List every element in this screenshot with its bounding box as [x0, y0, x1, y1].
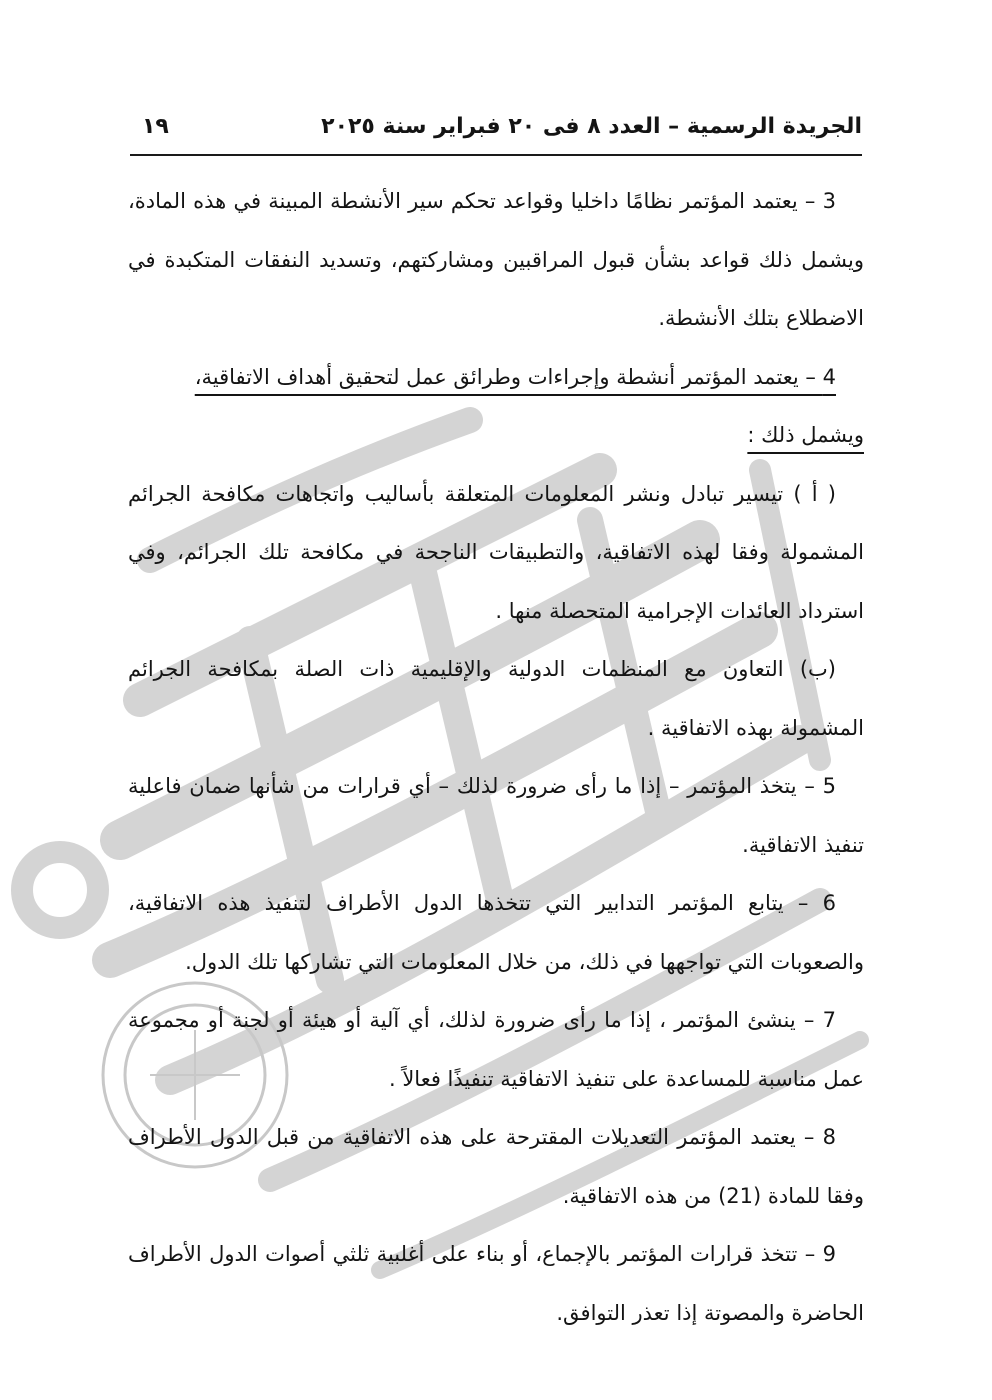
- article-body: [128, 172, 864, 1342]
- clause-8: 8 – يعتمد المؤتمر التعديلات المقترحة على هذه الاتفاقية من قبل الدول الأطراف وفقا للمادة (21) من هذه الاتفاقية.: [128, 1125, 864, 1208]
- clause-4-b: (ب) التعاون مع المنظمات الدولية والإقليمية ذات الصلة بمكافحة الجرائم المشمولة بهذه الاتفاقية .: [128, 657, 864, 740]
- clause-4-lead: 4 – يعتمد المؤتمر أنشطة وإجراءات وطرائق عمل لتحقيق أهداف الاتفاقية،: [194, 364, 836, 389]
- page-header: [130, 108, 862, 156]
- clause-4-tail: [128, 406, 864, 465]
- clause-4: [128, 348, 864, 407]
- clause-3: 3 – يعتمد المؤتمر نظامًا داخليا وقواعد تحكم سير الأنشطة المبينة في هذه المادة، ويشمل ذلك قواعد بشأن قبول المراقبين ومشاركتهم، وتسديد النفقات المتكبدة في الاضطلاع بتلك الأنشطة.: [128, 189, 864, 330]
- page-number: ١٩: [142, 114, 169, 139]
- clause-9: 9 – تتخذ قرارات المؤتمر بالإجماع، أو بناء على أغلبية ثلثي أصوات الدول الأطراف الحاضرة والمصوتة إذا تعذر التوافق.: [128, 1242, 864, 1325]
- header-title: الجريدة الرسمية – العدد ٨ فى ٢٠ فبراير سنة ٢٠٢٥: [321, 114, 862, 139]
- clause-4-tail-text: ويشمل ذلك :: [747, 423, 864, 447]
- clause-4-a: ( أ ) تيسير تبادل ونشر المعلومات المتعلقة بأساليب واتجاهات مكافحة الجرائم المشمولة وفقا لهذه الاتفاقية، والتطبيقات الناجحة في مكافحة تلك الجرائم، وفي استرداد العائدات الإجرامية المتحصلة منها .: [128, 481, 864, 623]
- clause-6: 6 – يتابع المؤتمر التدابير التي تتخذها الدول الأطراف لتنفيذ هذه الاتفاقية، والصعوبات التي تواجهها في ذلك، من خلال المعلومات التي تشاركها تلك الدول.: [128, 891, 864, 974]
- clause-7: 7 – ينشئ المؤتمر ، إذا ما رأى ضرورة لذلك، أي آلية أو هيئة أو لجنة أو مجموعة عمل مناسبة للمساعدة على تنفيذ الاتفاقية تنفيذًا فعالاً .: [128, 1008, 864, 1091]
- clause-5: 5 – يتخذ المؤتمر – إذا ما رأى ضرورة لذلك – أي قرارات من شأنها ضمان فاعلية تنفيذ الاتفاقية.: [128, 774, 864, 857]
- header-divider: [130, 154, 862, 156]
